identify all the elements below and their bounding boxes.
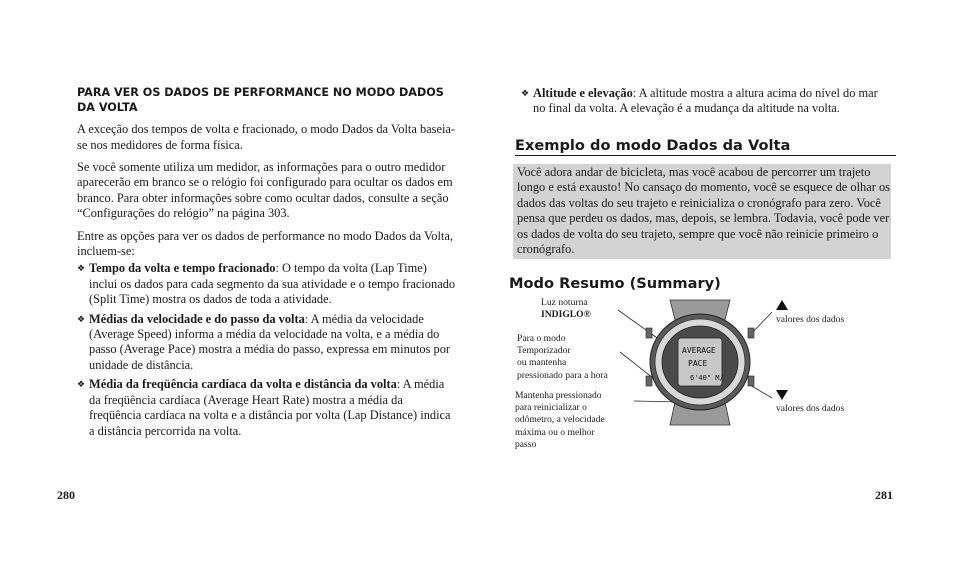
bullet-speed-pace: [77, 312, 457, 374]
diamond-bullet-icon: ❖: [77, 313, 86, 324]
label-line: Luz noturna: [541, 297, 588, 308]
paragraph-options: Entre as opções para ver os dados de performance no modo Dados da Volta, incluem-se:: [77, 228, 453, 259]
up-button: [748, 328, 754, 338]
bullet-text: : O tempo da volta (Lap Time) inclui os dados para cada segmento da sua atividade e o tempo fracionado (Split Time) mostra os dados de toda a atividade.: [89, 261, 456, 307]
triangle-down-icon: [776, 390, 788, 400]
bullet-term: Tempo da volta e tempo fracionado: [89, 261, 276, 276]
bullet-text: : A altitude mostra a altura acima do nível do mar no final da volta. A elevação é a mudança da altitude na volta.: [533, 86, 878, 116]
indiglo-button: [646, 328, 652, 338]
pointer-line-down: [750, 385, 772, 398]
label-indiglo: [541, 297, 591, 321]
label-up-values: valores dos dados: [776, 314, 845, 325]
example-box: Você adora andar de bicicleta, mas você acabou de percorrer um trajeto longo e está exausto! No cansaço do momento, você se esquece de olhar os dados das voltas do seu trajeto e reinicializa o cronógrafo para zero. Você pensa que perdeu os dados, mas, depois, se lembra. Todavia, você pode ver os dados de volta do seu trajeto, sempre que você não reinicie primeiro o cronógrafo.: [513, 164, 891, 259]
diamond-bullet-icon: ❖: [77, 263, 86, 274]
triangle-up-icon: [776, 300, 788, 310]
label-mode-button: [517, 333, 608, 382]
diamond-bullet-icon: ❖: [521, 88, 530, 98]
label-line: passo: [515, 438, 537, 450]
bullet-text: : A média da velocidade (Average Speed) informa a média da velocidade na volta, e a média do passo (Average Pace) mostra a média do passo, expressa em minutos por unidade de distância.: [89, 311, 451, 372]
display-line-1: AVERAGE: [682, 346, 716, 355]
label-line: máxima ou o melhor: [515, 426, 595, 438]
label-line: Para o modo: [517, 333, 566, 344]
display-line-3: 6'40" M/: [690, 374, 724, 382]
bullet-term: Média da freqüência cardíaca da volta e distância da volta: [89, 377, 397, 392]
label-line: odômetro, a velocidade: [515, 414, 605, 426]
label-line: Mantenha pressionado: [515, 390, 602, 401]
label-line: Temporizador: [517, 345, 571, 357]
paragraph-intro: A exceção dos tempos de volta e fracionado, o modo Dados da Volta baseia-se nos medidores de forma física.: [77, 122, 456, 152]
paragraph-hidden-data: Se você somente utiliza um medidor, as informações para o outro medidor aparecerão em branco se o relógio foi configurado para ocultar os dados em branco. Para obter informações sobre como ocultar dados, consulte a seção “Configurações do relógio” na página 303.: [77, 160, 453, 221]
mode-button: [646, 376, 652, 386]
bullet-lap-split: [77, 261, 457, 307]
bullet-altitude: [521, 86, 881, 117]
watch-illustration: [600, 290, 800, 440]
subsection-title: Modo Resumo (Summary): [509, 275, 721, 292]
label-line: ou mantenha: [517, 357, 567, 369]
label-line: para reinicializar o: [515, 402, 587, 414]
label-reset-button: [515, 390, 605, 451]
label-line: pressionado para a hora: [517, 369, 608, 381]
left-column: [77, 86, 457, 443]
section-title: Exemplo do modo Dados da Volta: [515, 137, 896, 156]
bullet-heart-rate-distance: [77, 377, 457, 439]
page-number-right: 281: [875, 488, 893, 502]
bullet-term: Altitude e elevação: [533, 86, 633, 100]
pointer-line-indiglo: [618, 310, 660, 340]
display-line-2: PACE: [688, 359, 708, 368]
bullet-text: : A média da freqüência cardíaca (Average Heart Rate) mostra a média da freqüência cardíaca na volta e a distância por volta (Lap Distance) indica a distância percorrida na volta.: [89, 377, 451, 438]
label-line: INDIGLO®: [541, 309, 591, 321]
down-button: [748, 376, 754, 386]
section-heading: PARA VER OS DADOS DE PERFORMANCE NO MODO DADOS DA VOLTA: [77, 86, 444, 114]
page-number-left: 280: [57, 488, 75, 502]
bullet-term: Médias da velocidade e do passo da volta: [89, 311, 305, 326]
label-down-values: valores dos dados: [776, 403, 845, 414]
diamond-bullet-icon: ❖: [77, 379, 86, 390]
